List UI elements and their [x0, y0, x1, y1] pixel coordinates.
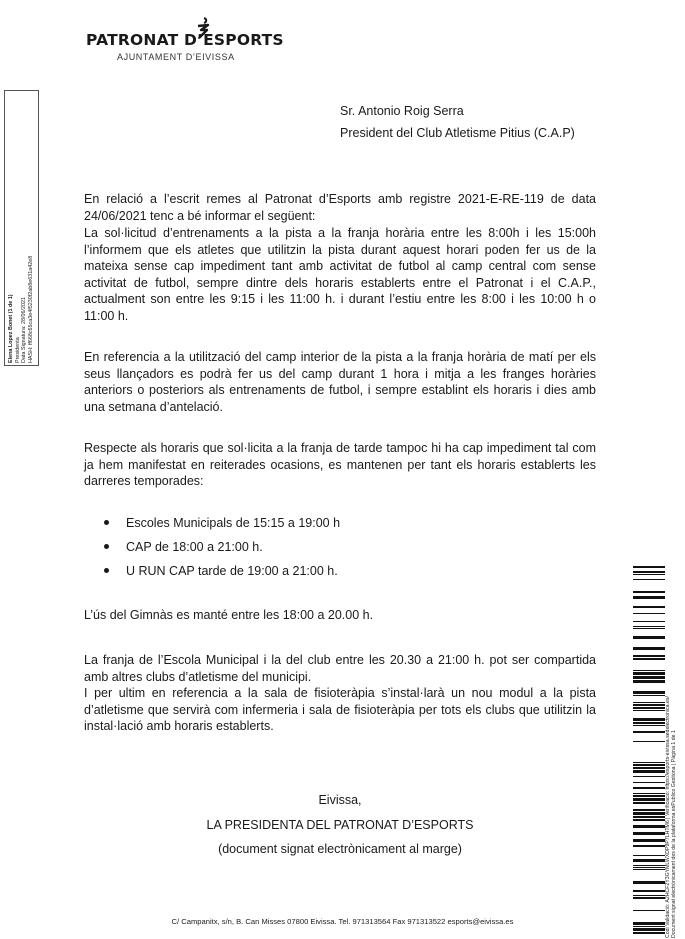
bullet-icon [104, 520, 109, 525]
paragraph-physio: I per ultim en referencia a la sala de fisioteràpia s’instal·larà un nou modul a la pista d’atletisme que servirà com infermeria i sala de fisioteràpia per tots els clubs que utilitzin la instal·lació amb horaris establerts. [84, 686, 596, 734]
signer-name: Elena Lopez Bonet (1 de 1) [8, 294, 14, 363]
closing-place: Eivissa, [318, 793, 362, 807]
signature-hash: HASH: ff668c65ca3e4f5230f2ab8e631a42e8 [27, 255, 34, 363]
recipient-title: President del Club Atletisme Pitius (C.A.P) [340, 126, 575, 140]
paragraph-afternoon: Respecte als horaris que sol·licita a la franja de tarde tampoc hi ha cap impediment tal com ja hem manifestat en reiterades ocasions, es mantenen per tant els horaris establerts les darreres temporades: [84, 441, 596, 489]
verification-code: Codi Validació: A2HCF2Y3GYMLWXDP9P7LHTM6 | Verificació: https://esports-eivissa.sedelectronica.es/ [665, 696, 671, 938]
verification-note [665, 583, 678, 938]
platform-note: Document signat electrònicament des de la plataforma esPublico Gestiona | Pàgina 1 de 1 [671, 730, 678, 938]
list-item: Escoles Municipals de 15:15 a 19:00 h [104, 515, 340, 539]
signature-details [8, 93, 34, 363]
list-item: U RUN CAP tarde de 19:00 a 21:00 h. [104, 563, 340, 587]
signer-role: Presidenta [14, 337, 21, 363]
recipient-name: Sr. Antonio Roig Serra [340, 104, 464, 118]
paragraph-intro: En relació a l’escrit remes al Patronat d’Esports amb registre 2021-E-RE-119 de data 24/06/2021 tenc a bé informar el següent: [84, 192, 596, 223]
signature-date: Data Signatura: 28/06/2021 [21, 297, 28, 363]
recipient-block [340, 100, 575, 144]
bullet-icon [104, 568, 109, 573]
paragraph-shared-slot: La franja de l’Escola Municipal i la del club entre les 20.30 a 21:00 h. pot ser compartida amb altres clubs d’atletisme del municipi. [84, 653, 596, 684]
paragraph-morning-track: La sol·licitud d’entrenaments a la pista a la franja horària entre les 8:00h i les 15:00h l’informem que els atletes que utilitzin la pista durant aquest horari poden fer us de la mateixa sense cap impediment tant amb activitat de futbol al camp central com sense activitat de futbol, sempre dintre dels horaris establerts entre el Patronat i el C.A.P., actualment son entre les 9:15 i les 11:00 h. i durant l’estiu entre les 8:00 i les 10:00 h o 11:00 h. [84, 226, 596, 323]
closing-signer: LA PRESIDENTA DEL PATRONAT D’ESPORTS [206, 817, 474, 832]
schedule-list [104, 515, 340, 586]
org-subtitle: AJUNTAMENT D’EIVISSA [117, 52, 235, 62]
closing-block [84, 788, 596, 862]
paragraph-gym: L’ús del Gimnàs es manté entre les 18:00 a 20.00 h. [84, 608, 374, 622]
footer-address: C/ Campanitx, s/n, B. Can Misses 07800 Eivissa. Tel. 971313564 Fax 971313522 esports@eivissa.es [171, 917, 514, 926]
org-name: PATRONAT D’ESPORTS [86, 31, 284, 49]
closing-note: (document signat electrònicament al marge) [218, 842, 462, 856]
paragraph-interior-field: En referencia a la utilització del camp interior de la pista a la franja horària de matí per els seus llançadors es podrà fer us del camp durant 1 hora i mitja a les franges horàries anteriors o posteriors als entrenaments de futbol, i sempre establint els horaris i dies amb una setmana d’antelació. [84, 350, 596, 414]
list-item: CAP de 18:00 a 21:00 h. [104, 539, 340, 563]
bullet-icon [104, 544, 109, 549]
signature-stamp-box [4, 90, 39, 366]
organization-logo [86, 14, 284, 66]
barcode-icon [633, 566, 665, 934]
